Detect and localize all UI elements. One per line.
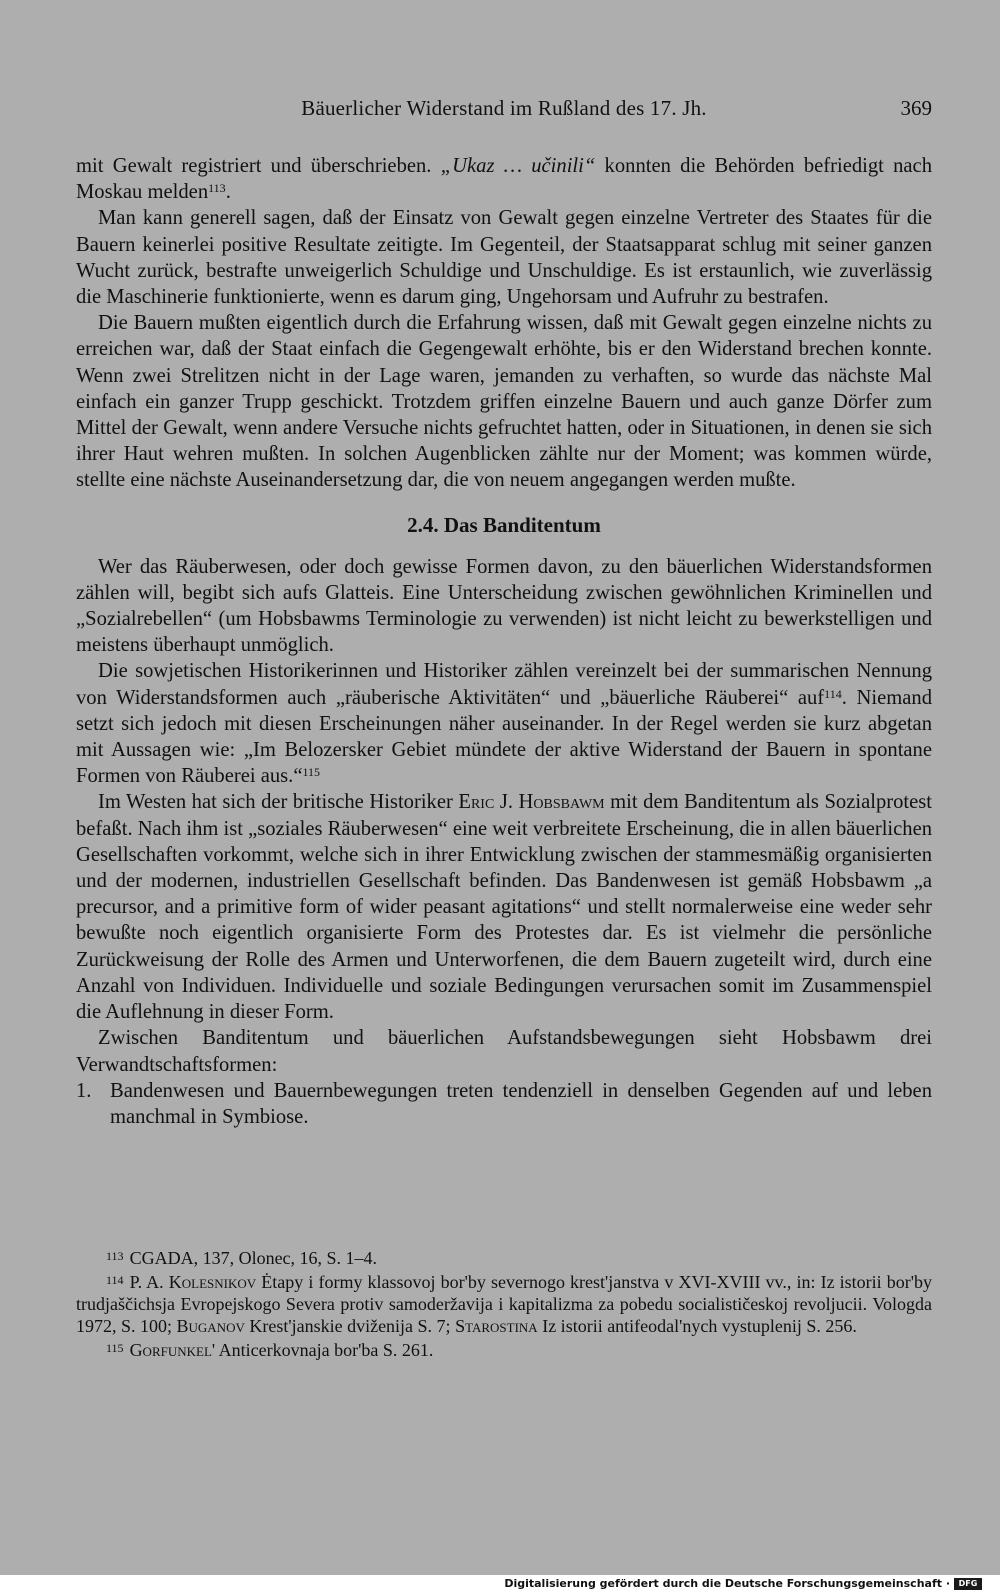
footnote-number: 115	[106, 1341, 124, 1355]
author-name: Gorfunkel'	[129, 1340, 216, 1360]
text: . Niemand setzt sich jedoch mit diesen Erscheinungen näher auseinander. In der Regel werden sie kurz abgetan mit Aussagen wie: „Im Belozersker Gebiet mündete der aktive Widerstand der Bauern in spontane Formen von Räuberei aus.“	[76, 686, 932, 788]
footnote-text: Anticerkovnaja bor'ba S. 261.	[215, 1340, 434, 1360]
footnote-number: 114	[106, 1273, 124, 1287]
paragraph-6	[76, 789, 932, 1025]
footnote-text: Ėtapy i formy klassovoj bor'by severnogo krest'janstva v XVI-XVIII vv., in: Iz istorii bor'by trudjaščichsja Evropejskogo Severa protiv samoderžavija i kapitalizma za pobedu socialističeskoj revoljucii. Vologda 1972, S. 100;	[76, 1272, 932, 1336]
text: mit dem Banditentum als Sozialprotest befaßt. Nach ihm ist „soziales Räuberwesen“ eine weit verbreitete Erscheinung, die in allen bäuerlichen Gesellschaften vorkommt, welche sich in ihrer Entwicklung zwischen der stammesmäßig organisierten und der modernen, industriellen Gesellschaft befinden. Das Bandenwesen ist gemäß Hobsbawm „a precursor, and a primitive form of wider peasant agitations“ und stellt normalerweise eine weder sehr bewußte noch eigentlich organisierte Form des Protestes dar. Es ist vielmehr die persönliche Zurückweisung der Rolle des Armen und Unterworfenen, die dem Bauern zugeteilt wird, durch eine Anzahl von Individuen. Individuelle und soziale Bedingungen verursachen somit im Zusammenspiel die Auflehnung in dieser Form.	[76, 791, 933, 1024]
author-name: Eric J. Hobsbawm	[458, 791, 605, 814]
dfg-logo: DFG	[954, 1578, 982, 1590]
page-header	[76, 96, 932, 126]
paragraph-7: Zwischen Banditentum und bäuerlichen Aufstandsbewegungen sieht Hobsbawm drei Verwandtschaftsformen:	[76, 1027, 932, 1076]
author-name: Starostina	[455, 1316, 538, 1336]
footnote-ref: 115	[302, 765, 321, 780]
digitization-credit: Digitalisierung gefördert durch die Deutsche Forschungsgemeinschaft ·	[504, 1577, 950, 1590]
paragraph-1	[76, 153, 932, 205]
text: .	[225, 181, 231, 204]
paragraph-5	[76, 658, 932, 789]
footnote-113	[76, 1245, 932, 1269]
list-item	[76, 1078, 932, 1130]
footnote-text: CGADA, 137, Olonec, 16, S. 1–4.	[129, 1248, 378, 1268]
text: Die sowjetischen Historikerinnen und Historiker zählen vereinzelt bei der summarischen Nennung von Widerstandsformen auch „räuberische Aktivitäten“ und „bäuerliche Räuberei“ auf	[76, 660, 932, 709]
page-number: 369	[900, 96, 932, 120]
author-name: P. A. Kolesnikov	[129, 1272, 257, 1292]
footnote-115	[76, 1337, 932, 1361]
footnotes	[76, 1245, 932, 1361]
text: konnten die Behörden befriedigt nach Moskau melden	[76, 155, 932, 204]
list-number: 1.	[76, 1079, 92, 1102]
text: mit Gewalt registriert und überschrieben.	[76, 155, 441, 177]
paragraph-4: Wer das Räuberwesen, oder doch gewisse Formen davon, zu den bäuerlichen Widerstandsformen zählen will, begibt sich aufs Glatteis. Eine Unterscheidung zwischen gewöhnlichen Kriminellen und „Sozialrebellen“ (um Hobsbawms Terminologie zu verwenden) ist nicht leicht zu bewerkstelligen und meistens überhaupt unmöglich.	[76, 555, 932, 657]
footnote-114	[76, 1269, 932, 1337]
paragraph-3: Die Bauern mußten eigentlich durch die Erfahrung wissen, daß mit Gewalt gegen einzelne nichts zu erreichen war, daß der Staat einfach die Gegengewalt erhöhte, bis er den Widerstand brechen konnte. Wenn zwei Strelitzen nicht in der Lage waren, jemanden zu verhaften, so wurde das nächste Mal einfach ein ganzer Trupp geschickt. Trotzdem griffen einzelne Bauern und auch ganze Dörfer zum Mittel der Gewalt, wenn andere Versuche nichts gefruchtet hatten, oder in Situationen, in denen sie sich ihrer Haut wehren mußten. In solchen Augenblicken zählte nur der Moment; was kommen würde, stellte eine nächste Auseinandersetzung dar, die von neuem angegangen werden mußte.	[76, 312, 932, 492]
text: Im Westen hat sich der britische Historiker	[98, 791, 459, 814]
footnote-ref: 114	[824, 686, 842, 701]
footnote-text: Krest'janskie dviženija S. 7;	[244, 1316, 456, 1336]
footnote-number: 113	[106, 1249, 124, 1263]
quote-ukaz: „Ukaz … učinili“	[440, 155, 596, 177]
kinship-list	[76, 1078, 932, 1130]
section-heading: 2.4. Das Banditentum	[407, 512, 601, 537]
body-text	[76, 153, 932, 1130]
running-title: Bäuerlicher Widerstand im Rußland des 17. Jh.	[301, 96, 707, 120]
list-text: Bandenwesen und Bauernbewegungen treten tendenziell in denselben Gegenden auf und leben manchmal in Symbiose.	[110, 1079, 932, 1128]
author-name: Buganov	[176, 1316, 245, 1336]
footnote-text: Iz istorii antifeodal'nych vystuplenij S. 256.	[537, 1316, 857, 1336]
paragraph-2: Man kann generell sagen, daß der Einsatz von Gewalt gegen einzelne Vertreter des Staates für die Bauern keinerlei positive Resultate zeitigte. Im Gegenteil, der Staatsapparat schlug mit seiner ganzen Wucht zurück, bestrafte unweigerlich Schuldige und Unschuldige. Es ist erstaunlich, wie zuverlässig die Maschinerie funktionierte, wenn es darum ging, Ungehorsam und Aufruhr zu bestrafen.	[76, 207, 932, 309]
footnote-ref: 113	[208, 181, 226, 196]
